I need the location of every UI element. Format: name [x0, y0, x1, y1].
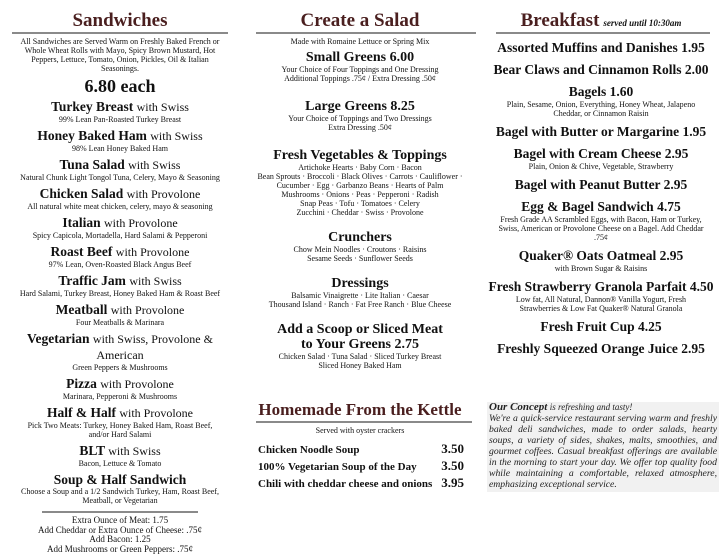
line: Cucumber · Egg · Garbanzo Beans · Hearts of Palm — [276, 181, 444, 190]
sandwich-desc: Natural Chunk Light Tongol Tuna, Celery, Mayo & Seasoning — [20, 173, 220, 182]
add-meat — [244, 322, 476, 370]
breakfast-name: Egg & Bagel Sandwich 4.75 — [521, 199, 681, 214]
sandwich-item — [4, 128, 236, 153]
soup-name: 100% Vegetarian Soup of the Day — [258, 461, 417, 473]
soup-name: Chili with cheddar cheese and onions — [258, 478, 433, 490]
breakfast-item — [484, 177, 718, 193]
sandwich-desc: 97% Lean, Oven-Roasted Black Angus Beef — [48, 260, 192, 269]
sandwich-item — [4, 376, 236, 401]
sandwich-name: Turkey Breast — [51, 99, 134, 114]
breakfast-name: Bagels 1.60 — [568, 84, 634, 99]
divider — [42, 511, 198, 513]
line: Snap Peas · Tofu · Tomatoes · Celery — [300, 199, 420, 208]
sandwich-desc: 99% Lean Pan-Roasted Turkey Breast — [58, 115, 182, 124]
line: Bean Sprouts · Broccoli · Black Olives · Carrots · Cauliflower · — [257, 172, 463, 181]
breakfast-header — [484, 10, 718, 32]
add-meat-name: Add a Scoop or Sliced Meat — [277, 322, 443, 337]
breakfast-item — [484, 279, 718, 313]
sandwich-desc: Marinara, Pepperoni & Mushrooms — [62, 392, 178, 401]
sandwich-name-line — [4, 157, 236, 173]
breakfast-item — [484, 146, 718, 171]
breakfast-name: Fresh Strawberry Granola Parfait 4.50 — [488, 279, 714, 294]
sandwich-item — [4, 157, 236, 182]
sandwich-cheese: with Provolone — [110, 303, 185, 317]
sandwich-name: Traffic Jam — [58, 273, 126, 288]
sandwich-item — [4, 273, 236, 298]
breakfast-item — [484, 62, 718, 78]
breakfast-desc: Plain, Sesame, Onion, Everything, Honey Wheat, Jalapeno Cheddar, or Cinnamon Raisin — [506, 100, 696, 118]
breakfast-item — [484, 319, 718, 335]
sandwich-name-line — [4, 215, 236, 231]
extra-line: Extra Ounce of Meat: 1.75 — [71, 515, 169, 525]
add-meat-name: to Your Greens 2.75 — [301, 337, 419, 352]
salad-section — [244, 10, 476, 370]
sandwich-desc: Hard Salami, Turkey Breast, Honey Baked Ham & Roast Beef — [19, 289, 221, 298]
line: Extra Dressing .50¢ — [328, 123, 392, 132]
divider — [12, 32, 228, 34]
breakfast-section — [484, 10, 718, 363]
breakfast-item — [484, 84, 718, 118]
dressings-name: Dressings — [331, 276, 389, 291]
breakfast-item — [484, 40, 718, 56]
concept-body: We're a quick-service restaurant serving warm and freshly baked deli sandwiches, made to order salads, hearty soups, a variety of sides, shakes, malts, smoothies, and gourmet coffees. Casual breakfast offerings are available in the morning to start your day. We offer top quality food while maintaining a comfortable, relaxed atmosphere, emphasizing exceptional service. — [489, 413, 717, 490]
sandwich-name: Honey Baked Ham — [37, 128, 147, 143]
salad-intro: Made with Romaine Lettuce or Spring Mix — [290, 37, 430, 46]
sandwich-name-line — [4, 302, 236, 318]
sandwich-name: Half & Half — [46, 405, 116, 420]
sandwich-name: Tuna Salad — [59, 157, 125, 172]
sandwich-cheese: with Provolone — [103, 216, 178, 230]
line: Sesame Seeds · Sunflower Seeds — [307, 254, 413, 263]
sandwich-item — [4, 215, 236, 240]
sandwich-item — [4, 405, 236, 439]
breakfast-desc: Low fat, All Natural, Dannon® Vanilla Yogurt, Fresh Strawberries & Low Fat Quaker® Natural Granola — [515, 295, 687, 313]
sandwich-desc: All natural white meat chicken, celery, mayo & seasoning — [27, 202, 213, 211]
breakfast-name: Bear Claws and Cinnamon Rolls 2.00 — [493, 62, 709, 77]
soup-item — [258, 441, 464, 458]
sandwich-name: Vegetarian — [27, 331, 90, 346]
sandwich-item — [4, 99, 236, 124]
sandwich-name: Chicken Salad — [39, 186, 124, 201]
soup-note: Served with oyster crackers — [315, 426, 405, 435]
soup-section — [244, 399, 476, 492]
sandwich-name-line — [4, 99, 236, 115]
line: Chow Mein Noodles · Croutons · Raisins — [293, 245, 427, 254]
sandwich-name-line — [4, 128, 236, 144]
concept-box — [487, 402, 719, 492]
small-greens — [244, 50, 476, 83]
sandwich-desc: Pick Two Meats: Turkey, Honey Baked Ham, Roast Beef, and/or Hard Salami — [27, 421, 213, 439]
extra-line: Add Mushrooms or Green Peppers: .75¢ — [47, 543, 193, 554]
sandwich-name: Pizza — [66, 376, 97, 391]
breakfast-desc: with Brown Sugar & Raisins — [554, 264, 648, 273]
line: Your Choice of Four Toppings and One Dressing — [281, 65, 439, 74]
sandwich-cheese: with Swiss — [108, 444, 161, 458]
line: Artichoke Hearts · Baby Corn · Bacon — [298, 163, 422, 172]
breakfast-name: Bagel with Cream Cheese 2.95 — [513, 146, 689, 161]
sandwich-cheese: with Swiss — [150, 129, 203, 143]
breakfast-name: Fresh Fruit Cup 4.25 — [540, 319, 662, 334]
sandwich-desc: Bacon, Lettuce & Tomato — [78, 459, 162, 468]
divider — [256, 32, 476, 34]
breakfast-desc: Fresh Grade AA Scrambled Eggs, with Bacon, Ham or Turkey, Swiss, American or Provolone Cheese on a Bagel. Add Cheddar .75¢ — [498, 215, 704, 242]
breakfast-item — [484, 124, 718, 140]
sandwiches-title: Sandwiches — [72, 10, 168, 31]
sandwich-name: Soup & Half Sandwich — [53, 472, 187, 487]
dressings — [244, 276, 476, 309]
soup-price: 3.95 — [441, 475, 464, 490]
sandwiches-intro: All Sandwiches are Served Warm on Freshly Baked French or Whole Wheat Rolls with Mayo, Spicy Brown Mustard, Hot Peppers, Lettuce, Tomato, Onion, Pickles, Oil & Italian Seasonings. — [20, 37, 220, 73]
line: Chicken Salad · Tuna Salad · Sliced Turkey Breast — [278, 352, 442, 361]
salad-title: Create a Salad — [300, 10, 420, 31]
sandwich-cheese: with Provolone — [100, 377, 174, 391]
sandwich-name-line — [4, 186, 236, 202]
sandwich-desc: 98% Lean Honey Baked Ham — [72, 144, 168, 153]
sandwich-item — [4, 472, 236, 505]
divider — [496, 32, 710, 34]
sandwich-desc: Green Peppers & Mushrooms — [72, 363, 168, 372]
breakfast-name: Assorted Muffins and Danishes 1.95 — [497, 40, 705, 55]
breakfast-item — [484, 341, 718, 357]
breakfast-name: Freshly Squeezed Orange Juice 2.95 — [497, 341, 705, 356]
sandwich-item — [4, 302, 236, 327]
soup-price: 3.50 — [441, 458, 464, 473]
line: Your Choice of Toppings and Two Dressings — [288, 114, 432, 123]
soup-list — [244, 441, 476, 492]
sandwich-cheese: with Swiss, Provolone & American — [92, 332, 213, 362]
sandwich-cheese: with Provolone — [126, 187, 201, 201]
crunchers — [244, 230, 476, 263]
sandwich-name-line — [4, 273, 236, 289]
line: Sliced Honey Baked Ham — [318, 361, 402, 370]
extra-line: Add Bacon: 1.25 — [89, 534, 151, 544]
sandwich-name: Italian — [62, 215, 101, 230]
sandwich-name: Roast Beef — [50, 244, 113, 259]
line: Thousand Island · Ranch · Fat Free Ranch · Blue Cheese — [268, 300, 452, 309]
sandwich-desc: Choose a Soup and a 1/2 Sandwich Turkey, Ham, Roast Beef, Meatball, or Vegetarian — [21, 487, 219, 505]
sandwich-cheese: with Provolone — [119, 406, 194, 420]
soup-item — [258, 475, 464, 492]
sandwich-name-line — [4, 405, 236, 421]
line: Additional Toppings .75¢ / Extra Dressing .50¢ — [284, 74, 436, 83]
sandwich-name-line — [4, 244, 236, 260]
line: Balsamic Vinaigrette · Lite Italian · Caesar — [291, 291, 429, 300]
sandwich-item — [4, 331, 236, 372]
large-greens — [244, 99, 476, 132]
line: Mushrooms · Onions · Peas · Pepperoni · Radish — [281, 190, 439, 199]
line: Zucchini · Cheddar · Swiss · Provolone — [296, 208, 424, 217]
sandwich-desc: Spicy Capicola, Mortadella, Hard Salami & Pepperoni — [32, 231, 208, 240]
breakfast-subtitle: served until 10:30am — [603, 18, 682, 28]
sandwich-cheese: with Swiss — [136, 100, 189, 114]
sandwich-item — [4, 244, 236, 269]
sandwich-item — [4, 186, 236, 211]
breakfast-item — [484, 199, 718, 242]
breakfast-name: Quaker® Oats Oatmeal 2.95 — [518, 248, 684, 263]
breakfast-name: Bagel with Peanut Butter 2.95 — [514, 177, 688, 192]
breakfast-item — [484, 248, 718, 273]
breakfast-name: Bagel with Butter or Margarine 1.95 — [495, 124, 707, 139]
sandwich-name: Meatball — [55, 302, 108, 317]
sandwich-desc: Four Meatballs & Marinara — [75, 318, 165, 327]
sandwich-cheese: with Swiss — [128, 158, 181, 172]
large-greens-name: Large Greens 8.25 — [305, 99, 415, 114]
sandwich-name-line — [4, 443, 236, 459]
sandwich-item — [4, 443, 236, 468]
sandwich-cheese: with Swiss — [129, 274, 182, 288]
veg-name: Fresh Vegetables & Toppings — [273, 148, 447, 163]
extra-line: Add Cheddar or Extra Ounce of Cheese: .75¢ — [38, 524, 202, 535]
soup-item — [258, 458, 464, 475]
sandwich-list — [4, 99, 236, 509]
fresh-vegetables — [244, 148, 476, 217]
breakfast-desc: Plain, Onion & Chive, Vegetable, Strawberry — [528, 162, 674, 171]
sandwiches-section — [4, 10, 236, 554]
sandwich-name-line — [4, 331, 236, 363]
concept-tagline: is refreshing and tasty! — [549, 402, 633, 412]
sandwich-name: BLT — [79, 443, 105, 458]
breakfast-title: Breakfast — [520, 10, 600, 31]
crunchers-name: Crunchers — [328, 230, 392, 245]
breakfast-list — [484, 40, 718, 363]
sandwich-extras — [4, 516, 236, 554]
soup-title: Homemade From the Kettle — [258, 400, 462, 419]
sandwich-name-line — [4, 472, 236, 487]
soup-name: Chicken Noodle Soup — [258, 444, 360, 456]
sandwich-price: 6.80 each — [84, 76, 156, 96]
sandwich-cheese: with Provolone — [115, 245, 190, 259]
sandwich-name-line — [4, 376, 236, 392]
concept-title: Our Concept — [489, 401, 548, 413]
divider — [256, 421, 472, 423]
small-greens-name: Small Greens 6.00 — [305, 50, 415, 65]
soup-price: 3.50 — [441, 441, 464, 456]
